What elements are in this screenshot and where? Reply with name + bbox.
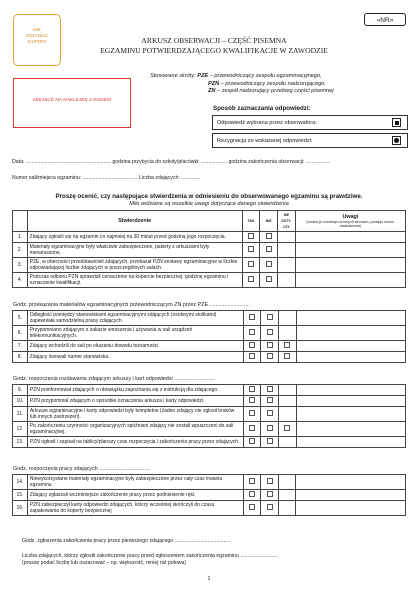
abbreviations-legend	[150, 73, 400, 96]
cancelled-answer-label: Rezygnacja ze wskazanej odpowiedzi:	[217, 138, 313, 144]
header-yes: TAK	[242, 211, 260, 232]
na-cell	[279, 501, 296, 516]
notes-cell[interactable]	[295, 232, 405, 243]
statements-table-1	[12, 210, 406, 288]
header-statement: Stwierdzenie	[27, 211, 242, 232]
na-cell	[279, 326, 297, 341]
yes-cell[interactable]	[243, 475, 261, 490]
table-row	[13, 311, 406, 326]
notes-cell[interactable]	[296, 341, 405, 352]
abbr-text: – przewodniczący zespołu nadzorującego,	[219, 80, 326, 87]
row-number: 3.	[13, 258, 28, 273]
no-checkbox[interactable]	[266, 233, 272, 239]
no-cell[interactable]	[261, 385, 279, 396]
no-cell[interactable]	[261, 490, 279, 501]
na-cell	[278, 396, 296, 407]
abbr-text: – przewodniczący zespołu egzaminacyjnego,	[208, 73, 322, 79]
yes-cell[interactable]	[243, 385, 261, 396]
table-row	[13, 385, 406, 396]
selected-answer-example	[212, 115, 408, 130]
row-number: 13.	[13, 437, 28, 448]
statements-table-4	[12, 474, 406, 516]
instructions-main: Proszę ocenić, czy następujące stwierdzenia w odniesieniu do obserwowanego egzaminu są prawdziwe.	[55, 193, 363, 200]
early-finish-count-field[interactable]: Liczba zdających, którzy zgłosili zakończenie pracy przed ogłoszeniem zakończenia egzaminu ..........................	[22, 553, 278, 559]
no-cell[interactable]	[261, 326, 279, 341]
abbr-text: – zespół nadzorujący przebieg części pisemnej	[215, 88, 334, 95]
no-cell[interactable]	[261, 352, 279, 363]
na-cell	[277, 258, 295, 273]
notes-cell[interactable]	[296, 490, 406, 501]
number-field: «NR»	[364, 13, 406, 26]
no-checkbox[interactable]	[267, 478, 273, 484]
stamp-line: NIE	[33, 27, 41, 32]
yes-checkbox[interactable]	[249, 397, 255, 403]
yes-cell[interactable]	[243, 311, 261, 326]
no-checkbox[interactable]	[267, 386, 273, 392]
distribution-time-field[interactable]: Godz. rozpoczęcia rozdawania zdającym arkuszy i kart odpowiedzi ...........................	[13, 376, 215, 382]
no-cell[interactable]	[261, 311, 279, 326]
marking-instructions-title: Sposób zaznaczania odpowiedzi:	[213, 105, 311, 112]
table-row	[13, 396, 406, 407]
na-cell	[279, 311, 297, 326]
yes-checkbox[interactable]	[248, 261, 254, 267]
do-not-staple-stamp	[13, 14, 61, 66]
no-checkbox[interactable]	[266, 261, 272, 267]
no-cell[interactable]	[260, 243, 278, 258]
no-checkbox[interactable]	[267, 504, 273, 510]
yes-cell[interactable]	[243, 352, 261, 363]
table-row	[13, 490, 406, 501]
table-row	[13, 341, 406, 352]
na-cell[interactable]	[279, 341, 297, 352]
first-finish-time-field[interactable]: Godz. zgłoszenia zakończenia pracy przez pierwszego zdającego .......................................	[22, 538, 231, 544]
row-number: 12.	[13, 422, 28, 437]
row-statement: PZN przypomniał zdającym o sposobie oznaczenia arkusza i karty odpowiedzi.	[27, 396, 243, 407]
row-number: 1.	[13, 232, 28, 243]
yes-checkbox[interactable]	[249, 342, 255, 348]
table-row	[13, 273, 406, 288]
yes-checkbox[interactable]	[248, 276, 254, 282]
no-checkbox[interactable]	[267, 425, 273, 431]
notes-cell[interactable]	[295, 243, 405, 258]
table-row	[13, 501, 406, 516]
no-checkbox[interactable]	[267, 438, 273, 444]
no-cell[interactable]	[261, 501, 279, 516]
instructions-sub: Mile widziane są wszelkie uwagi dotyczące danego stwierdzenia	[129, 201, 289, 208]
row-number: 2.	[13, 243, 28, 258]
row-number: 5.	[13, 311, 28, 326]
na-cell	[278, 437, 296, 448]
table-row	[13, 422, 406, 437]
table-row	[13, 258, 406, 273]
na-cell	[277, 273, 295, 288]
row-number: 8.	[13, 352, 28, 363]
yes-cell[interactable]	[243, 437, 261, 448]
yes-cell[interactable]	[243, 422, 261, 437]
notes-cell[interactable]	[296, 385, 406, 396]
row-statement: PZN zabezpieczył karty odpowiedzi zdających, którzy wcześniej skończyli do czasu zapakowania do koperty bezpiecznej	[27, 501, 243, 516]
yes-checkbox[interactable]	[249, 329, 255, 335]
title-line-1: ARKUSZ OBSERWACJI – CZĘŚĆ PISEMNA	[141, 36, 287, 45]
yes-cell[interactable]	[242, 243, 260, 258]
document-title	[80, 36, 348, 55]
notes-cell[interactable]	[296, 475, 406, 490]
abbr-code: PZN	[208, 80, 220, 87]
no-checkbox[interactable]	[267, 491, 273, 497]
row-statement: Przypomniano zdającym o zakazie wnoszenia i używania w sali urządzeń telekomunikacyjnych.	[27, 326, 243, 341]
filled-checkbox-icon	[392, 118, 401, 127]
cancelled-answer-example	[212, 133, 408, 148]
table-row	[13, 475, 406, 490]
no-cell[interactable]	[260, 258, 278, 273]
yes-cell[interactable]	[243, 326, 261, 341]
row-statement: Zdający wchodzili do sali po okazaniu dowodu tożsamości	[27, 341, 243, 352]
yes-checkbox[interactable]	[249, 386, 255, 392]
na-cell	[277, 232, 295, 243]
na-cell[interactable]	[279, 352, 297, 363]
title-line-2: EGZAMINU POTWIERDZAJĄCEGO KWALIFIKACJE W ZAWODZIE	[100, 45, 328, 55]
no-checkbox[interactable]	[267, 314, 273, 320]
row-number: 11.	[13, 407, 28, 422]
yes-checkbox[interactable]	[249, 438, 255, 444]
row-statement: Arkusze egzaminacyjne i karty odpowiedzi były kompletne (żaden zdający nie zgłosił braków lub innych zastrzeżeń).	[27, 407, 243, 422]
header-not-applicable: NIE DOTY-CZY	[277, 211, 295, 232]
header-number	[13, 211, 28, 232]
circled-checkbox-icon	[392, 136, 401, 145]
no-checkbox[interactable]	[267, 353, 273, 359]
yes-checkbox[interactable]	[248, 233, 254, 239]
yes-checkbox[interactable]	[249, 504, 255, 510]
no-cell[interactable]	[261, 341, 279, 352]
header-notes	[295, 211, 405, 232]
yes-cell[interactable]	[242, 258, 260, 273]
yes-cell[interactable]	[243, 407, 261, 422]
row-number: 4.	[13, 273, 28, 288]
yes-cell[interactable]	[242, 273, 260, 288]
stamp-line: KARTEK!	[27, 39, 47, 44]
row-number: 10.	[13, 396, 28, 407]
notes-subtitle: (można je rozwinąć na innych stronach, podając numer stwierdzenia)	[306, 219, 395, 228]
row-statement: Zdający zgłosili się na egzamin co najmniej na 30 minut przed godziną jego rozpoczęcia.	[27, 232, 242, 243]
no-checkbox[interactable]	[267, 397, 273, 403]
row-number: 14.	[13, 475, 28, 490]
row-statement: Zdający losowali numer stanowiska.	[27, 352, 243, 363]
notes-cell[interactable]	[296, 407, 406, 422]
row-statement: PZN ogłosił i zapisał na tablicy/planszy czas rozpoczęcia i zakończenia pracy przez zdających.	[27, 437, 243, 448]
header-no: NIE	[260, 211, 278, 232]
abbr-prefix: Stosowane skróty:	[150, 73, 198, 79]
work-start-time-field[interactable]: Godz. rozpoczęcia pracy zdających ..................................	[13, 466, 151, 472]
na-checkbox[interactable]	[284, 353, 290, 359]
notes-cell[interactable]	[295, 273, 405, 288]
date-time-fields[interactable]: Data: ........................................................... godzina przybycia do szkoły/placówki: .................. godzina zakończenia obserwacji: .................	[12, 159, 331, 165]
na-cell	[278, 407, 296, 422]
notes-cell[interactable]	[296, 352, 405, 363]
yes-checkbox[interactable]	[249, 425, 255, 431]
page-number: 1	[207, 576, 211, 582]
no-cell[interactable]	[260, 232, 278, 243]
no-checkbox[interactable]	[267, 342, 273, 348]
table-row	[13, 232, 406, 243]
notes-title: Uwagi	[342, 213, 359, 220]
table-row	[13, 243, 406, 258]
no-cell[interactable]	[261, 437, 279, 448]
row-statement: Odległość pomiędzy stanowiskami egzaminacyjnymi zdających (osobnymi stolikami) zapewniała samodzielną pracę zdających.	[27, 311, 243, 326]
row-number: 16.	[13, 501, 28, 516]
notes-cell[interactable]	[296, 326, 405, 341]
no-cell[interactable]	[260, 273, 278, 288]
row-statement: Materiały egzaminacyjne były właściwie zabezpieczone, pakiety z arkuszami były nienaruszone.	[27, 243, 242, 258]
na-checkbox[interactable]	[284, 425, 290, 431]
yes-cell[interactable]	[243, 501, 261, 516]
yes-cell[interactable]	[243, 490, 261, 501]
row-statement: Po zakończeniu czynności organizacyjnych spóźnieni zdający nie zostali wpuszczeni do sali egzaminacyjnej.	[27, 422, 243, 437]
no-cell[interactable]	[261, 407, 279, 422]
row-statement: PZE, w obecności przedstawicieli zdających, przekazał PZN zestawy egzaminacyjne w liczbie odpowiadającej liczbie zdających w poszczególnych salach.	[27, 258, 242, 273]
yes-checkbox[interactable]	[249, 353, 255, 359]
row-number: 7.	[13, 341, 28, 352]
na-cell	[277, 243, 295, 258]
table-row	[13, 407, 406, 422]
yes-checkbox[interactable]	[249, 314, 255, 320]
table-header-row	[13, 211, 406, 232]
notes-cell[interactable]	[296, 437, 406, 448]
notes-cell[interactable]	[295, 258, 405, 273]
barcode-sticker-area	[13, 78, 131, 128]
no-checkbox[interactable]	[267, 329, 273, 335]
sticker-label: MIEJSCE NA NAKLEJKĘ Z KODEM	[33, 98, 111, 103]
yes-checkbox[interactable]	[249, 491, 255, 497]
na-cell	[279, 475, 296, 490]
row-number: 9.	[13, 385, 28, 396]
table-row	[13, 352, 406, 363]
statements-table-3	[12, 384, 406, 448]
yes-checkbox[interactable]	[249, 410, 255, 416]
no-checkbox[interactable]	[266, 276, 272, 282]
early-finish-hint: (proszę podać liczbę lub oszacować – np. większość, mniej niż połowa)	[22, 560, 187, 566]
row-number: 15.	[13, 490, 28, 501]
row-number: 6.	[13, 326, 28, 341]
no-cell[interactable]	[261, 396, 279, 407]
no-checkbox[interactable]	[266, 246, 272, 252]
no-cell[interactable]	[261, 422, 279, 437]
selected-answer-label: Odpowiedź wybrana przez obserwatora:	[217, 120, 317, 126]
statements-table-2	[12, 310, 406, 363]
table-row	[13, 437, 406, 448]
notes-cell[interactable]	[296, 396, 406, 407]
stamp-line: ZSZYWAĆ	[25, 33, 49, 38]
notes-cell[interactable]	[296, 501, 406, 516]
na-checkbox[interactable]	[284, 342, 290, 348]
yes-cell[interactable]	[243, 396, 261, 407]
no-cell[interactable]	[261, 475, 279, 490]
table-row	[13, 326, 406, 341]
notes-cell[interactable]	[296, 422, 406, 437]
abbr-code: PZE	[197, 73, 209, 79]
notes-cell[interactable]	[296, 311, 405, 326]
na-cell	[278, 385, 296, 396]
yes-cell[interactable]	[242, 232, 260, 243]
no-checkbox[interactable]	[267, 410, 273, 416]
row-statement: Niewykorzystane materiały egzaminacyjne były zabezpieczone przez cały czas trwania egzaminu	[27, 475, 243, 490]
row-statement: PZN poinformował zdających o obowiązku zapoznania się z instrukcją dla zdającego.	[27, 385, 243, 396]
row-statement: Podczas odbioru PZN sprawdził oznaczenie na kopercie bezpiecznej: godzinę egzaminu i oznaczenie kwalifikacji.	[27, 273, 242, 288]
yes-checkbox[interactable]	[249, 478, 255, 484]
yes-cell[interactable]	[243, 341, 261, 352]
row-statement: Zdający zgłaszali wcześniejsze zakończenie pracy przez podniesienie ręki.	[27, 490, 243, 501]
na-cell	[279, 490, 296, 501]
handover-time-field[interactable]: Godz. przekazania materiałów egzaminacyjnych przewodniczącym ZN przez PZE ...........................	[13, 302, 250, 308]
instructions	[12, 193, 406, 209]
na-cell[interactable]	[278, 422, 296, 437]
abbr-code: ZN	[208, 88, 216, 95]
room-count-fields[interactable]: Numer sali/miejsca egzaminu: ...................................... Liczba zdających: .............	[12, 175, 200, 181]
yes-checkbox[interactable]	[248, 246, 254, 252]
